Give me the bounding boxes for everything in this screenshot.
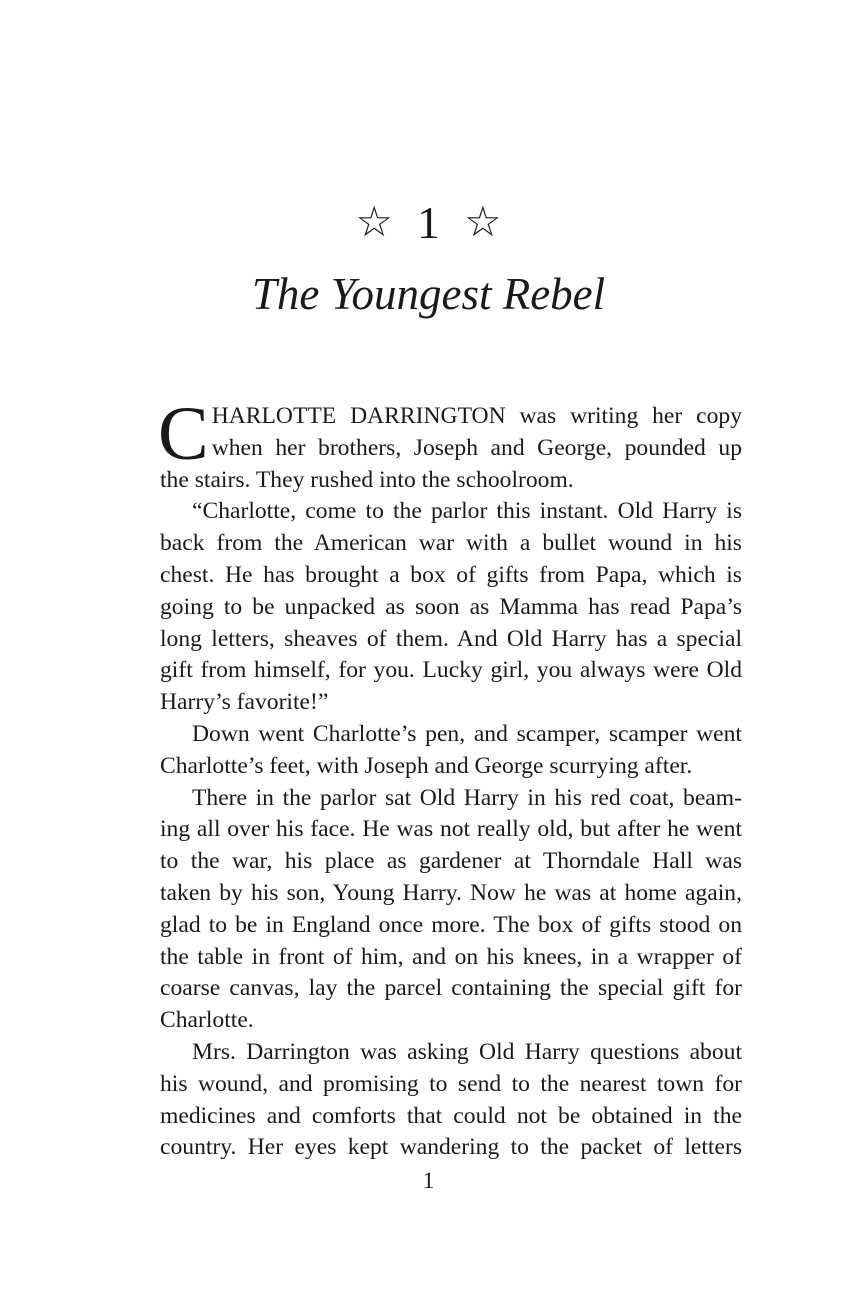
star-right-icon: ☆ xyxy=(464,200,502,246)
text-line: Down went Charlotte’s pen, and scamper, scamper went xyxy=(192,720,742,747)
text-line: his wound, and promising to send to the nearest town for xyxy=(160,1070,742,1097)
text-line: medicines and comforts that could not be obtained in the xyxy=(160,1102,742,1129)
text-line: taken by his son, Young Harry. Now he was at home again, xyxy=(160,879,742,906)
text-line: long letters, sheaves of them. And Old Harry has a special xyxy=(160,625,742,652)
text-line: There in the parlor sat Old Harry in his red coat, beam- xyxy=(192,784,742,811)
text-line: the table in front of him, and on his knees, in a wrapper of xyxy=(160,943,742,970)
text-line: chest. He has brought a box of gifts from Papa, which is xyxy=(160,561,742,588)
text-line: coarse canvas, lay the parcel containing the special gift for xyxy=(160,975,742,1002)
text-line: Charlotte. xyxy=(160,1007,254,1034)
text-line: back from the American war with a bullet wound in his xyxy=(160,530,742,557)
body-text xyxy=(158,392,742,1164)
chapter-title: The Youngest Rebel xyxy=(251,269,606,319)
text-line: HARLOTTE DARRINGTON was writing her copy xyxy=(211,403,742,429)
chapter-number-row xyxy=(0,196,857,250)
page-number: 1 xyxy=(422,1168,435,1193)
chapter-number: 1 xyxy=(417,197,440,248)
drop-cap: C xyxy=(158,392,209,476)
text-line: to the war, his place as gardener at Thorndale Hall was xyxy=(160,848,742,875)
text-line: the stairs. They rushed into the schoolroom. xyxy=(160,466,574,493)
text-line: “Charlotte, come to the parlor this instant. Old Harry is xyxy=(192,498,742,525)
text-line: Mrs. Darrington was asking Old Harry questions about xyxy=(192,1038,742,1065)
text-line: country. Her eyes kept wandering to the packet of letters xyxy=(160,1134,742,1161)
text-line: glad to be in England once more. The box of gifts stood on xyxy=(160,911,742,938)
text-line: gift from himself, for you. Lucky girl, you always were Old xyxy=(160,657,742,684)
text-line: going to be unpacked as soon as Mamma has read Papa’s xyxy=(160,593,742,620)
text-line: when her brothers, Joseph and George, pounded up xyxy=(211,434,742,461)
chapter-heading xyxy=(0,196,857,322)
text-line: Harry’s favorite!” xyxy=(160,689,329,716)
text-line: ing all over his face. He was not really old, but after he went xyxy=(160,816,742,843)
text-line: Charlotte’s feet, with Joseph and George scurrying after. xyxy=(160,752,693,779)
star-left-icon: ☆ xyxy=(355,200,393,246)
